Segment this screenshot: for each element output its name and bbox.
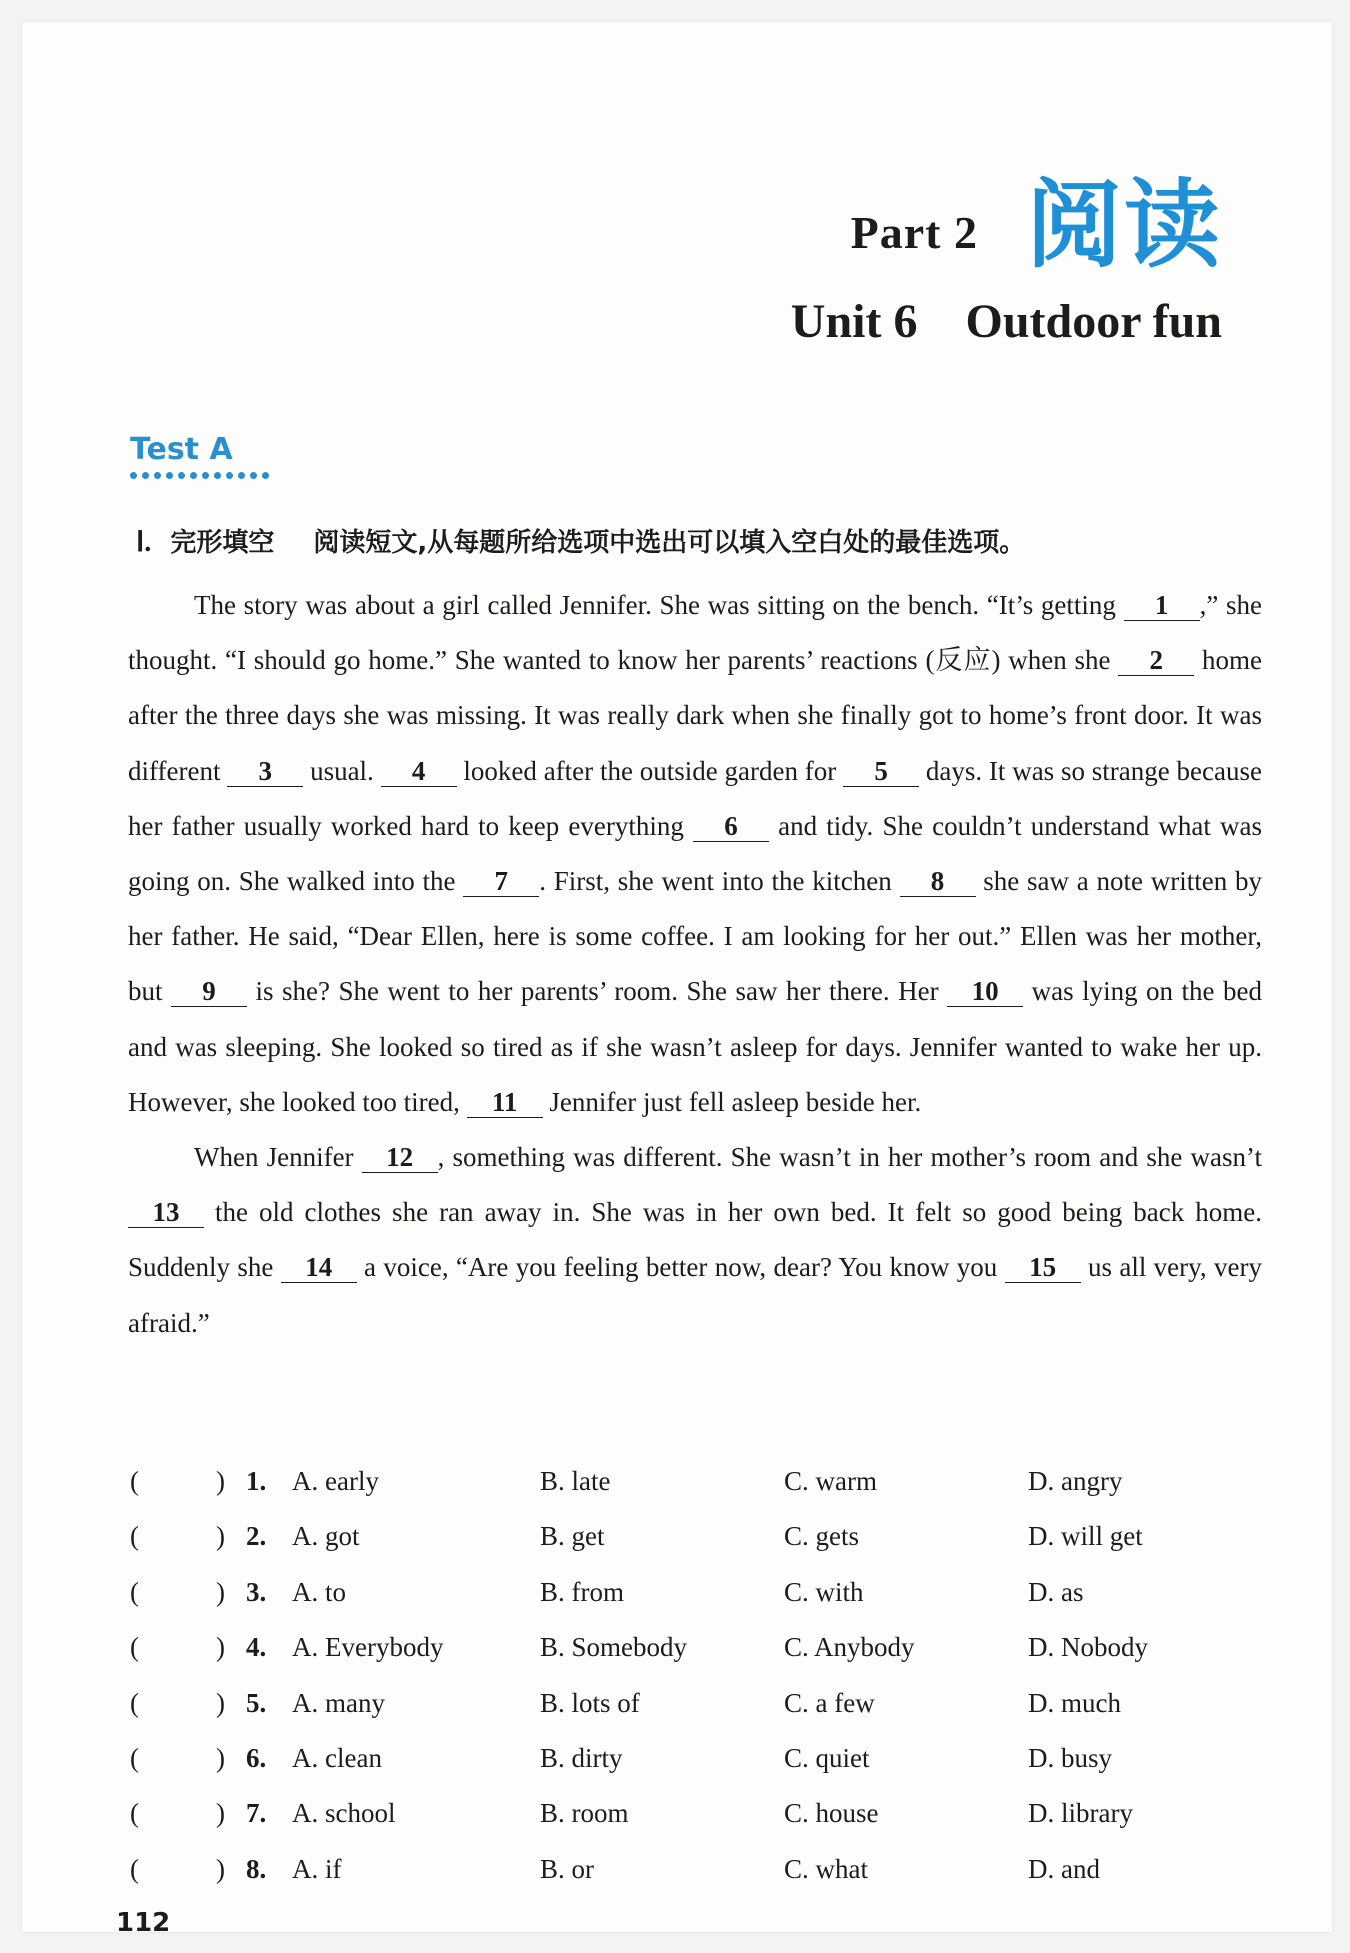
option-a: A. got [292, 1521, 360, 1552]
answer-blank: 2 [1118, 645, 1194, 676]
answer-paren-right[interactable]: ) [216, 1798, 225, 1829]
answer-blank: 6 [693, 811, 769, 842]
question-number: 3. [246, 1576, 267, 1607]
question-number: 7. [246, 1798, 267, 1829]
passage-text: a voice, “Are you feeling better now, dear? You know you [356, 1252, 1005, 1283]
question-row [128, 1842, 1262, 1897]
answer-blank: 15 [1005, 1252, 1081, 1283]
question-number: 1. [246, 1466, 267, 1496]
answer-paren-left[interactable]: ( [130, 1798, 139, 1829]
question-row [128, 1454, 1262, 1509]
question-number: 6. [246, 1742, 267, 1773]
option-a: A. Everybody [292, 1632, 444, 1663]
question-row [128, 1620, 1262, 1675]
option-a: A. to [292, 1576, 346, 1607]
answer-paren-right[interactable]: ) [216, 1576, 225, 1607]
question-number: 4. [246, 1632, 267, 1663]
unit-title: Unit 6 Outdoor fun [790, 295, 1222, 348]
answer-blank: 7 [463, 866, 539, 897]
option-b: B. get [540, 1521, 605, 1552]
option-a: A. many [292, 1687, 385, 1718]
answer-blank: 13 [128, 1197, 204, 1228]
answer-blank: 12 [362, 1142, 438, 1173]
question-row [128, 1731, 1262, 1786]
answer-blank: 10 [947, 976, 1023, 1007]
part-chinese-title: 阅读 [1026, 169, 1222, 281]
answer-blank: 1 [1124, 590, 1200, 621]
passage-text: us all very, very afraid.” [128, 1252, 1262, 1338]
option-b: B. from [540, 1576, 624, 1607]
question-row [128, 1565, 1262, 1620]
question-row [128, 1676, 1262, 1731]
passage-text: she saw a note written by her father. He said, “Dear Ellen, here is some coffee. I am looking for her out.” Ellen was her mother, but [128, 866, 1263, 1007]
option-d: D. library [1028, 1798, 1133, 1829]
answer-paren-right[interactable]: ) [216, 1742, 225, 1773]
section-roman-numeral: Ⅰ. [136, 527, 152, 558]
option-d: D. will get [1028, 1521, 1143, 1552]
option-d: D. Nobody [1028, 1632, 1148, 1663]
answer-blank: 4 [381, 756, 457, 787]
page-sheet [22, 22, 1332, 1938]
answer-paren-left[interactable]: ( [130, 1742, 139, 1773]
passage-text: and tidy. She couldn’t understand what was going on. She walked into the [128, 810, 1262, 897]
passage-text: was lying on the bed and was sleeping. She looked so tired as if she wasn’t asleep for days. Jennifer wanted to wake her up. However, she looked too tired, [128, 976, 1263, 1117]
question-number: 8. [246, 1853, 267, 1884]
answer-paren-left[interactable]: ( [130, 1521, 139, 1552]
option-b: B. Somebody [540, 1632, 688, 1663]
option-d: D. much [1028, 1687, 1121, 1718]
option-d: D. busy [1028, 1742, 1113, 1773]
answer-blank: 14 [281, 1252, 357, 1283]
question-number: 2. [246, 1521, 267, 1552]
cloze-passage [128, 578, 1262, 1351]
passage-text: usual. [303, 755, 381, 786]
passage-paragraph-1 [128, 578, 1262, 1130]
section-instruction-text: 阅读短文,从每题所给选项中选出可以填入空白处的最佳选项。 [313, 528, 1026, 558]
answer-blank: 9 [171, 976, 247, 1007]
answer-paren-left[interactable]: ( [130, 1687, 139, 1718]
answer-blank: 5 [843, 756, 919, 787]
passage-text: the old clothes she ran away in. She was in her own bed. It felt so good being back home. Suddenly she [128, 1197, 1262, 1283]
option-a: A. clean [292, 1742, 382, 1773]
option-a: A. if [292, 1853, 342, 1884]
option-b: B. dirty [540, 1742, 623, 1773]
option-c: C. quiet [784, 1742, 870, 1773]
passage-text: is she? She went to her parents’ room. She saw her there. Her [247, 976, 948, 1007]
part-header [850, 169, 1222, 281]
option-c: C. gets [784, 1521, 860, 1552]
passage-text: . First, she went into the kitchen [539, 866, 900, 897]
answer-paren-right[interactable]: ) [216, 1521, 225, 1552]
question-row [128, 1509, 1262, 1564]
question-number: 5. [246, 1687, 267, 1718]
answer-paren-left[interactable]: ( [130, 1466, 139, 1496]
option-a: A. school [292, 1798, 396, 1829]
section-instructions [136, 522, 1025, 559]
option-c: C. warm [784, 1466, 877, 1496]
answer-paren-left[interactable]: ( [130, 1853, 139, 1884]
option-c: C. with [784, 1576, 864, 1607]
part-label: Part 2 [850, 207, 978, 258]
question-row [128, 1786, 1262, 1841]
option-c: C. what [784, 1853, 868, 1884]
option-c: C. a few [784, 1687, 875, 1718]
passage-text: looked after the outside garden for [456, 755, 844, 786]
answer-blank: 8 [900, 866, 976, 897]
option-d: D. as [1028, 1576, 1084, 1607]
passage-text: ,” she thought. “I should go home.” She wanted to know her parents’ reactions (反应) when she [128, 590, 1262, 676]
passage-text: , something was different. She wasn’t in her mother’s room and she wasn’t [437, 1142, 1262, 1173]
answer-paren-right[interactable]: ) [216, 1687, 225, 1718]
option-d: D. angry [1028, 1466, 1123, 1496]
passage-text: home after the three days she was missing. It was really dark when she finally got to home’s front door. It was different [128, 645, 1262, 786]
answer-blank: 3 [227, 756, 303, 787]
option-a: A. early [292, 1466, 379, 1496]
option-b: B. lots of [540, 1687, 640, 1718]
passage-text: days. It was so strange because her father usually worked hard to keep everything [128, 755, 1262, 841]
answer-paren-right[interactable]: ) [216, 1632, 225, 1663]
passage-paragraph-2 [128, 1130, 1262, 1351]
option-b: B. room [540, 1798, 629, 1829]
section-title: 完形填空 [170, 528, 275, 558]
answer-paren-right[interactable]: ) [216, 1466, 225, 1496]
option-d: D. and [1028, 1853, 1100, 1884]
answer-paren-left[interactable]: ( [130, 1632, 139, 1663]
passage-text: Jennifer just fell asleep beside her. [542, 1086, 922, 1117]
option-b: B. or [540, 1853, 594, 1884]
answer-blank: 11 [467, 1087, 543, 1118]
passage-text: When Jennifer [194, 1142, 362, 1173]
test-label-dots [130, 472, 269, 479]
page-number: 112 [116, 1908, 171, 1938]
option-c: C. house [784, 1798, 879, 1829]
passage-text: The story was about a girl called Jennifer. She was sitting on the bench. “It’s getting [194, 590, 1124, 620]
option-b: B. late [540, 1466, 611, 1496]
test-label: Test A [130, 432, 233, 467]
question-options [128, 1454, 1262, 1897]
answer-paren-right[interactable]: ) [216, 1853, 225, 1884]
answer-paren-left[interactable]: ( [130, 1576, 139, 1607]
option-c: C. Anybody [784, 1632, 915, 1663]
